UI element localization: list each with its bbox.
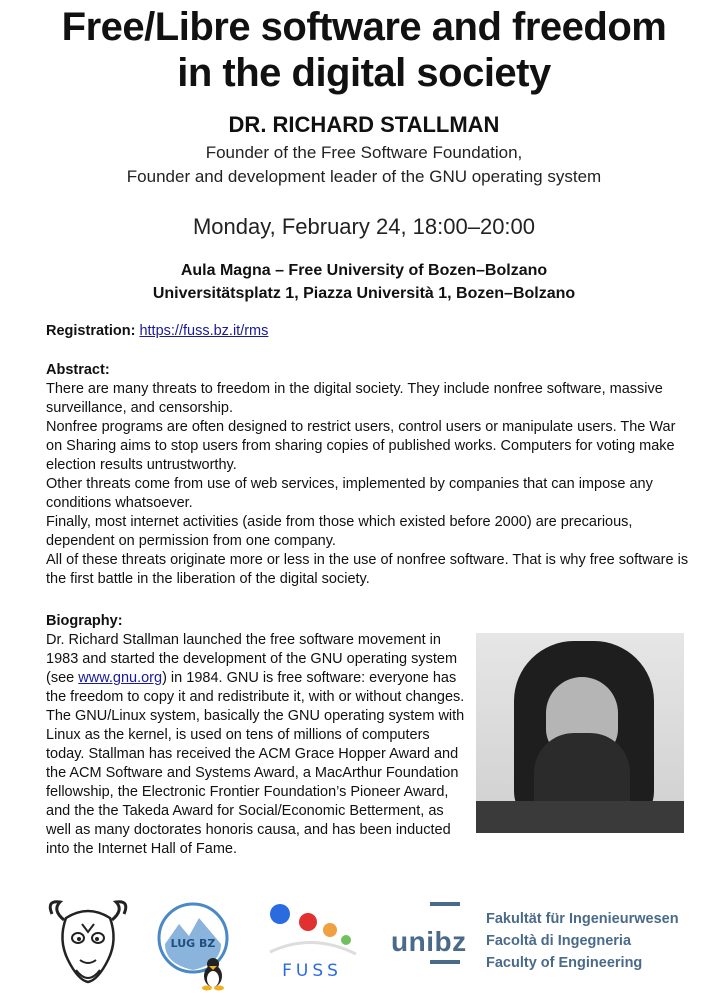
role-line-2: Founder and development leader of the GNU operating system <box>126 167 602 186</box>
biography-text-start: Dr. Richard Stallman launched the free software movement in 1983 and started the development of the GNU operating system (see <box>46 632 458 686</box>
event-date: Monday, February 24, 18:00–20:00 <box>192 214 536 239</box>
abstract-paragraph: Finally, most internet activities (aside from those which existed before 2000) are precarious, dependent on permission from one company. <box>46 514 633 549</box>
lug-bz-label: LUG BZ <box>170 937 216 950</box>
page-title <box>0 4 728 96</box>
abstract-paragraph: Other threats come from use of web services, implemented by companies that can impose any conditions whatsoever. <box>46 476 653 511</box>
abstract-heading: Abstract: <box>46 362 110 378</box>
title-line-1: Free/Libre software and freedom <box>61 5 667 49</box>
fuss-logo <box>266 902 360 987</box>
lug-bz-emblem <box>155 900 235 994</box>
abstract-section <box>46 361 691 589</box>
venue-line-1: Aula Magna – Free University of Bozen–Bolzano <box>180 262 548 279</box>
faculty-name-de: Fakultät für Ingenieurwesen <box>486 911 679 927</box>
biography-text <box>46 631 466 859</box>
abstract-paragraph: All of these threats originate more or less in the use of nonfree software. That is why free software is the first battle in the liberation of the digital society. <box>46 552 689 587</box>
registration-link[interactable]: https://fuss.bz.it/rms <box>139 323 269 339</box>
faculty-name-en: Faculty of Engineering <box>486 955 643 971</box>
fuss-emblem <box>266 902 360 982</box>
speaker-name: DR. RICHARD STALLMAN <box>228 112 500 137</box>
event-venue <box>0 259 728 305</box>
title-line-2: in the digital society <box>177 51 551 95</box>
registration-label: Registration: <box>46 323 136 339</box>
biography-section <box>46 612 466 859</box>
gnu-link[interactable]: www.gnu.org <box>78 670 163 686</box>
role-line-1: Founder of the Free Software Foundation, <box>205 143 523 162</box>
faculty-name-it: Facoltà di Ingegneria <box>486 933 632 949</box>
fuss-label: FUSS <box>282 961 342 981</box>
gnu-head-logo <box>42 894 134 986</box>
biography-heading: Biography: <box>46 613 123 629</box>
lug-bz-logo <box>155 900 235 999</box>
speaker-photo <box>476 633 684 833</box>
registration <box>46 323 268 339</box>
unibz-wordmark: unibz <box>391 926 467 957</box>
sponsor-logos <box>0 890 728 990</box>
faculty-names <box>486 908 679 974</box>
abstract-paragraph: Nonfree programs are often designed to restrict users, control users or manipulate users. The War on Sharing aims to stop users from sharing copies of published works. Computers for voting make election results untrustworthy. <box>46 419 676 473</box>
speaker-roles <box>0 141 728 189</box>
venue-line-2: Universitätsplatz 1, Piazza Università 1, Bozen–Bolzano <box>152 285 576 302</box>
abstract-paragraph: There are many threats to freedom in the digital society. They include nonfree software, massive surveillance, and censorship. <box>46 381 663 416</box>
biography-text-end: ) in 1984. GNU is free software: everyone has the freedom to copy it and redistribute it, with or without changes. The GNU/Linux system, basically the GNU operating system with Linux as the kernel, is used on tens of millions of computers today. Stallman has received the ACM Grace Hopper Award and the ACM Software and Systems Award, a MacArthur Foundation fellowship, the Electronic Frontier Foundation’s Pioneer Award, and the the Takeda Award for Social/Economic Betterment, as well as many doctorates honoris causa, and has been inducted into the Internet Hall of Fame. <box>46 670 465 857</box>
